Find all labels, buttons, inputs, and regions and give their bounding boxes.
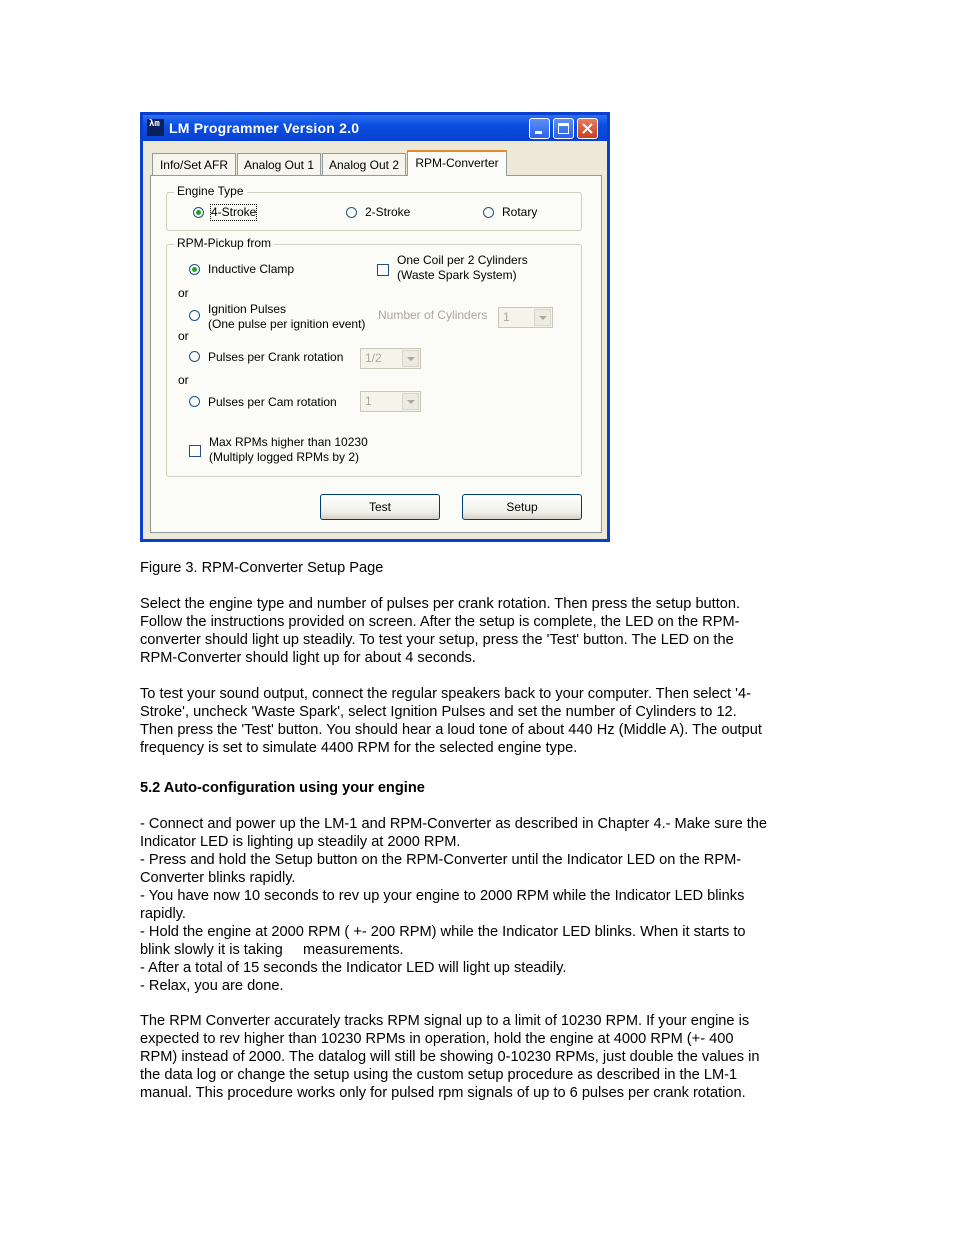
text-line: Converter blinks rapidly. [140, 870, 296, 886]
radio-ignition-pulses[interactable] [189, 310, 200, 321]
section-heading [140, 779, 820, 797]
text-line: - You have now 10 seconds to rev up your engine to 2000 RPM while the Indicator LED blinks [140, 888, 745, 904]
text-line: - Relax, you are done. [140, 978, 284, 994]
text-line: To test your sound output, connect the regular speakers back to your computer. Then select '4- [140, 686, 751, 702]
heading-text: 5.2 Auto-configuration using your engine [140, 780, 425, 796]
paragraph-setup-instructions [140, 595, 820, 667]
minimize-button[interactable] [529, 118, 550, 139]
text-line: Indicator LED is lighting up steadily at 2000 RPM. [140, 834, 461, 850]
label-pulses-crank[interactable]: Pulses per Crank rotation [208, 350, 344, 364]
label-waste-spark: (Waste Spark System) [397, 268, 517, 282]
pulses-crank-value: 1/2 [365, 351, 382, 365]
label-pulses-cam[interactable]: Pulses per Cam rotation [208, 395, 337, 409]
text-line: Then press the 'Test' button. You should hear a loud tone of about 440 Hz (Middle A). The output [140, 722, 762, 738]
radio-pulses-cam[interactable] [189, 396, 200, 407]
label-ignition-sub: (One pulse per ignition event) [208, 317, 366, 331]
text-line: expected to rev higher than 10230 RPMs in operation, hold the engine at 4000 RPM (+- 400 [140, 1031, 734, 1047]
engine-type-group [166, 184, 582, 231]
text-line: blink slowly it is taking measurements. [140, 942, 404, 958]
paragraph-sound-test [140, 685, 820, 757]
chevron-down-icon [402, 393, 419, 410]
text-line: the data log or change the setup using the custom setup procedure as described in the LM-1 [140, 1067, 738, 1083]
radio-inductive-clamp[interactable] [189, 264, 200, 275]
text-line: The RPM Converter accurately tracks RPM signal up to a limit of 10230 RPM. If your engine is [140, 1013, 750, 1029]
radio-2-stroke[interactable] [346, 207, 357, 218]
or-label: or [178, 286, 189, 300]
pulses-cam-select[interactable] [360, 391, 421, 412]
label-ignition-pulses[interactable]: Ignition Pulses [208, 302, 287, 316]
test-button[interactable]: Test [320, 494, 440, 520]
chevron-down-icon [534, 309, 551, 326]
text-line: Follow the instructions provided on screen. After the setup is complete, the LED on the RPM- [140, 614, 740, 630]
radio-rotary[interactable] [483, 207, 494, 218]
engine-type-legend: Engine Type [174, 184, 247, 198]
tab-analog-out-2[interactable]: Analog Out 2 [322, 153, 406, 175]
text-line: - Press and hold the Setup button on the RPM-Converter until the Indicator LED on the RPM- [140, 852, 742, 868]
text-line: frequency is set to simulate 4400 RPM for the selected engine type. [140, 740, 578, 756]
or-label: or [178, 373, 189, 387]
number-of-cylinders-select[interactable] [498, 307, 553, 328]
pulses-crank-select[interactable] [360, 348, 421, 369]
caption-text: Figure 3. RPM-Converter Setup Page [140, 560, 384, 576]
setup-button[interactable]: Setup [462, 494, 582, 520]
text-line: rapidly. [140, 906, 186, 922]
tab-rpm-converter[interactable]: RPM-Converter [407, 150, 507, 176]
close-button[interactable] [577, 118, 598, 139]
text-line: Select the engine type and number of pulses per crank rotation. Then press the setup button. [140, 596, 741, 612]
text-line: RPM-Converter should light up for about 4 seconds. [140, 650, 476, 666]
tab-info-set-afr[interactable]: Info/Set AFR [152, 153, 236, 175]
label-2-stroke[interactable]: 2-Stroke [365, 205, 411, 219]
title-bar[interactable] [143, 115, 607, 141]
auto-config-steps [140, 815, 820, 995]
label-number-of-cylinders: Number of Cylinders [378, 308, 488, 322]
minimize-icon [530, 119, 549, 138]
number-of-cylinders-value: 1 [503, 310, 510, 324]
pulses-cam-value: 1 [365, 394, 372, 408]
text-line: converter should light up steadily. To test your setup, press the 'Test' button. The LED on the [140, 632, 734, 648]
maximize-icon [554, 119, 573, 138]
label-max-rpm-sub: (Multiply logged RPMs by 2) [209, 450, 360, 464]
figure-caption [140, 559, 820, 577]
tab-analog-out-1[interactable]: Analog Out 1 [237, 153, 321, 175]
window-client-area [143, 141, 607, 539]
radio-pulses-crank[interactable] [189, 351, 200, 362]
tab-panel-rpm-converter [150, 175, 602, 533]
text-line: manual. This procedure works only for pulsed rpm signals of up to 6 pulses per crank rotation. [140, 1085, 746, 1101]
rpm-pickup-group [166, 236, 582, 477]
text-line: - Hold the engine at 2000 RPM ( +- 200 RPM) while the Indicator LED blinks. When it starts to [140, 924, 746, 940]
radio-4-stroke[interactable] [193, 207, 204, 218]
label-max-rpm[interactable]: Max RPMs higher than 10230 [209, 435, 368, 449]
label-4-stroke[interactable]: 4-Stroke [211, 205, 257, 219]
maximize-button[interactable] [553, 118, 574, 139]
or-label: or [178, 329, 189, 343]
label-rotary[interactable]: Rotary [502, 205, 538, 219]
text-line: - Connect and power up the LM-1 and RPM-Converter as described in Chapter 4.- Make sure the [140, 816, 768, 832]
close-icon [578, 119, 597, 138]
label-one-coil[interactable]: One Coil per 2 Cylinders [397, 253, 528, 267]
chevron-down-icon [402, 350, 419, 367]
checkbox-max-rpm[interactable] [189, 445, 201, 457]
checkbox-one-coil[interactable] [377, 264, 389, 276]
label-inductive-clamp[interactable]: Inductive Clamp [208, 262, 295, 276]
app-window-screenshot [140, 112, 610, 542]
text-line: Stroke', uncheck 'Waste Spark', select Ignition Pulses and set the number of Cylinders to 12. [140, 704, 737, 720]
rpm-pickup-legend: RPM-Pickup from [174, 236, 274, 250]
app-icon: λm [147, 119, 164, 136]
window-title: LM Programmer Version 2.0 [169, 120, 360, 136]
text-line: - After a total of 15 seconds the Indicator LED will light up steadily. [140, 960, 567, 976]
paragraph-rpm-limit [140, 1012, 820, 1102]
text-line: RPM) instead of 2000. The datalog will still be showing 0-10230 RPMs, just double the values in [140, 1049, 760, 1065]
